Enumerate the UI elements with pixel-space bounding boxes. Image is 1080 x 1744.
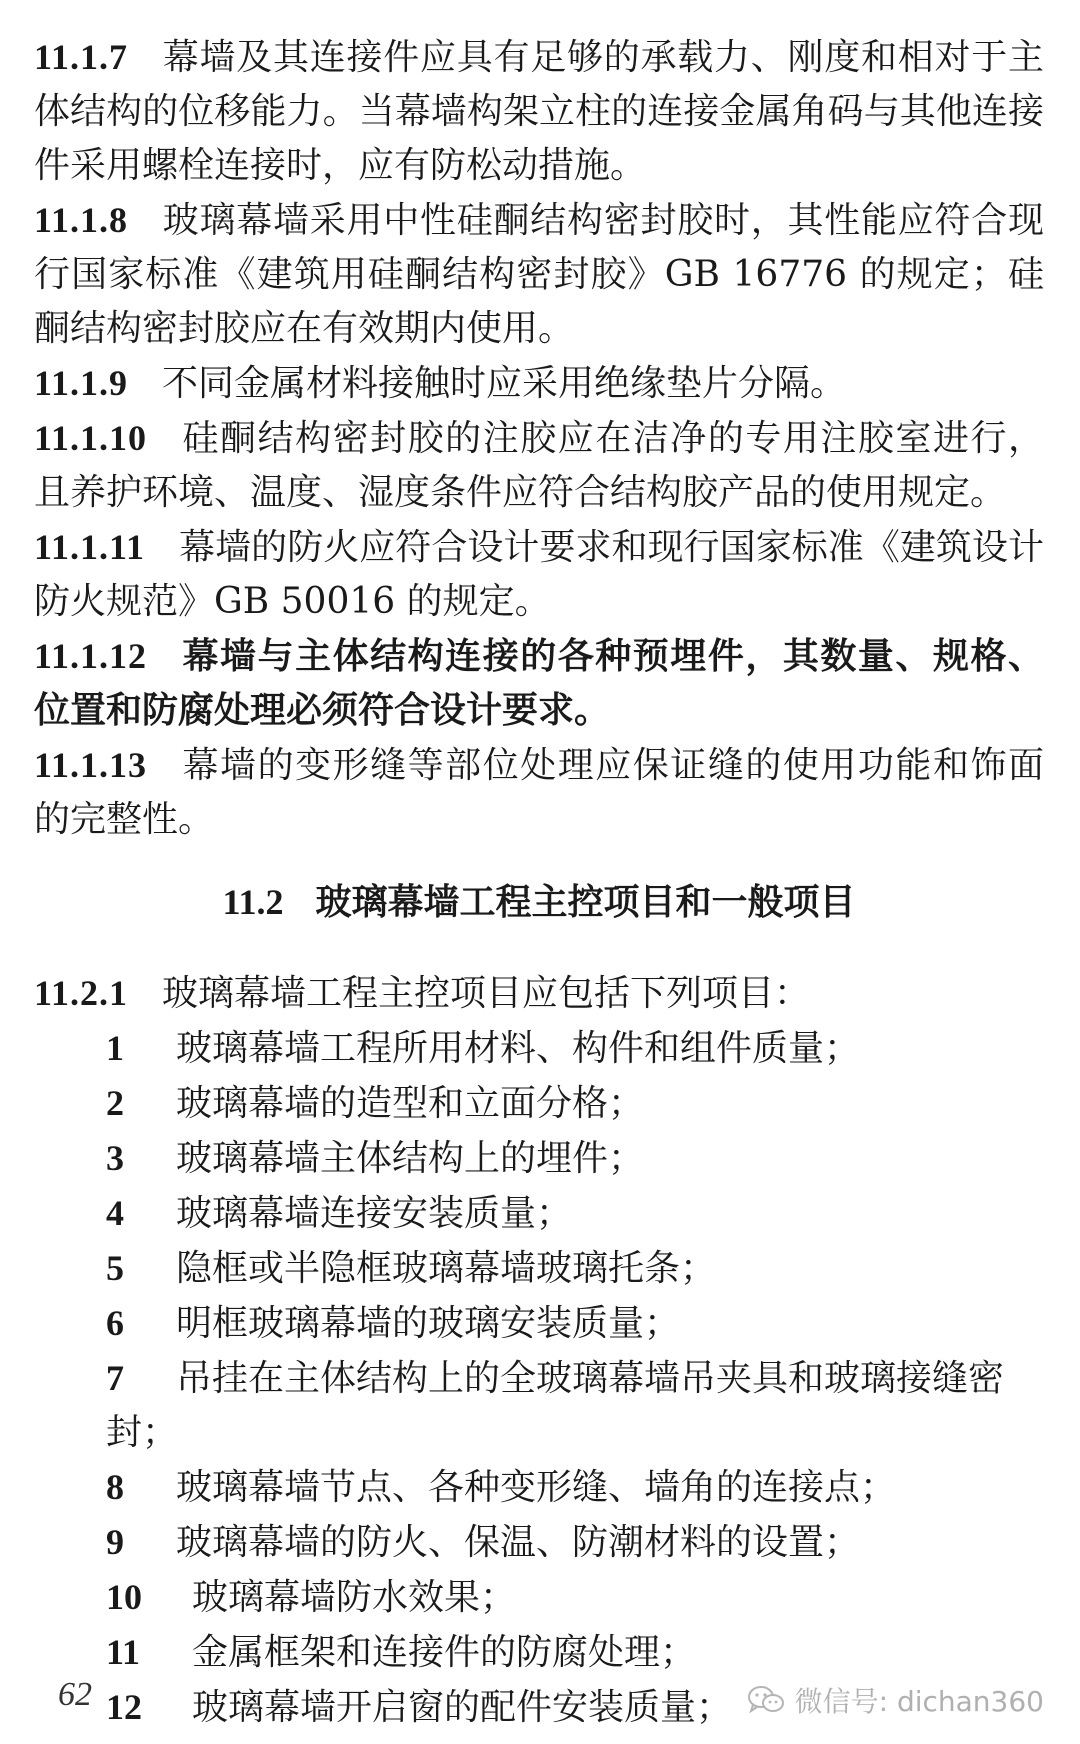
clause-number: 11.1.13: [34, 745, 148, 785]
clause-number: 11.1.12: [34, 636, 148, 676]
item-number: 4: [106, 1193, 124, 1233]
clause-number: 11.1.11: [34, 527, 146, 567]
clause-text: 幕墙的变形缝等部位处理应保证缝的使用功能和饰面的完整性。: [34, 745, 1044, 840]
item-number: 9: [106, 1522, 124, 1562]
clause-number: 11.1.7: [34, 37, 129, 77]
item-text: 金属框架和连接件的防腐处理；: [192, 1632, 697, 1673]
item-text: 玻璃幕墙主体结构上的埋件；: [176, 1138, 645, 1179]
clause-text: 幕墙及其连接件应具有足够的承载力、刚度和相对于主体结构的位移能力。当幕墙构架立柱的连接金属角码与其他连接件采用螺栓连接时，应有防松动措施。: [34, 37, 1044, 186]
clause-11-2-1: [34, 966, 1044, 1021]
list-item: [34, 1076, 1044, 1131]
section-heading: [34, 875, 1044, 930]
item-text: 隐框或半隐框玻璃幕墙玻璃托条；: [176, 1248, 717, 1289]
item-text: 玻璃幕墙开启窗的配件安装质量；: [192, 1687, 733, 1728]
page-number: 62: [58, 1676, 92, 1713]
item-text: 玻璃幕墙的造型和立面分格；: [176, 1083, 645, 1124]
list-item: [34, 1570, 1044, 1625]
watermark: [747, 1680, 1044, 1720]
list-item: [34, 1296, 1044, 1351]
clause-number: 11.1.9: [34, 363, 129, 403]
clause-text: 不同金属材料接触时应采用绝缘垫片分隔。: [162, 363, 847, 404]
clause-text: 玻璃幕墙采用中性硅酮结构密封胶时，其性能应符合现行国家标准《建筑用硅酮结构密封胶》GB 16776 的规定；硅酮结构密封胶应在有效期内使用。: [34, 200, 1044, 349]
clause-text-mandatory: 幕墙与主体结构连接的各种预埋件，其数量、规格、位置和防腐处理必须符合设计要求。: [34, 636, 1044, 731]
clause-11-1-9: [34, 356, 1044, 411]
list-item: [34, 1186, 1044, 1241]
item-text: 玻璃幕墙节点、各种变形缝、墙角的连接点；: [176, 1467, 897, 1508]
clause-11-1-7: [34, 30, 1044, 193]
item-number: 12: [106, 1687, 142, 1727]
item-text: 玻璃幕墙工程所用材料、构件和组件质量；: [176, 1028, 861, 1069]
list-item: [34, 1460, 1044, 1515]
item-number: 3: [106, 1138, 124, 1178]
item-number: 8: [106, 1467, 124, 1507]
clause-number: 11.2.1: [34, 973, 129, 1013]
item-number: 10: [106, 1577, 142, 1617]
clause-11-1-13: [34, 738, 1044, 847]
item-text: 玻璃幕墙的防火、保温、防潮材料的设置；: [176, 1522, 861, 1563]
list-item: [34, 1515, 1044, 1570]
clause-11-1-8: [34, 193, 1044, 356]
item-text: 明框玻璃幕墙的玻璃安装质量；: [176, 1303, 681, 1344]
item-text: 玻璃幕墙防水效果；: [192, 1577, 517, 1618]
item-number: 11: [106, 1632, 141, 1672]
clause-11-1-10: [34, 411, 1044, 520]
watermark-text: 微信号: dichan360: [794, 1685, 1044, 1718]
wechat-icon: [747, 1684, 785, 1716]
clause-text: 硅酮结构密封胶的注胶应在洁净的专用注胶室进行，且养护环境、温度、湿度条件应符合结构胶产品的使用规定。: [34, 418, 1044, 513]
clause-number: 11.1.10: [34, 418, 148, 458]
list-item: [34, 1021, 1044, 1076]
list-item: [34, 1351, 1044, 1460]
list-item: [34, 1241, 1044, 1296]
item-number: 5: [106, 1248, 124, 1288]
item-text: 玻璃幕墙连接安装质量；: [176, 1193, 573, 1234]
item-number: 7: [106, 1358, 124, 1398]
page-footer: [0, 1664, 1080, 1744]
item-number: 2: [106, 1083, 124, 1123]
list-item: [34, 1131, 1044, 1186]
clause-11-1-11: [34, 520, 1044, 629]
clause-text: 幕墙的防火应符合设计要求和现行国家标准《建筑设计防火规范》GB 50016 的规定。: [34, 527, 1044, 622]
section-number: 11.2: [222, 882, 284, 922]
item-number: 6: [106, 1303, 124, 1343]
item-number: 1: [106, 1028, 124, 1068]
item-text: 吊挂在主体结构上的全玻璃幕墙吊夹具和玻璃接缝密封；: [106, 1358, 1005, 1453]
clause-11-1-12: [34, 629, 1044, 738]
clause-text: 玻璃幕墙工程主控项目应包括下列项目：: [162, 973, 811, 1014]
requirement-list: [34, 1021, 1044, 1735]
clause-number: 11.1.8: [34, 200, 129, 240]
section-title: 玻璃幕墙工程主控项目和一般项目: [315, 882, 856, 923]
